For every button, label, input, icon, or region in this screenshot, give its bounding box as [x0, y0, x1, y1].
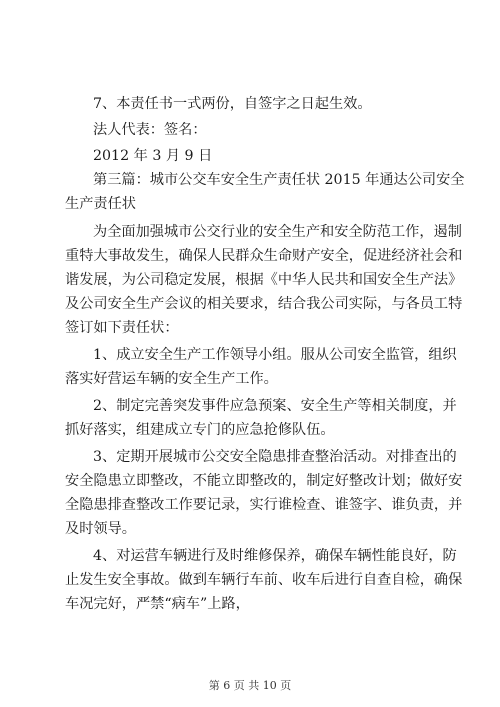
paragraph-line: 全隐患排查整改工作要记录，实行谁检查、谁签字、谁负责，并 — [65, 497, 463, 513]
section-heading-line: 第三篇：城市公交车安全生产责任状 2015 年通达公司安全 — [93, 172, 465, 188]
paragraph-line: 抓好落实，组建成立专门的应急抢修队伍。 — [65, 422, 335, 438]
paragraph-line: 落实好营运车辆的安全生产工作。 — [65, 371, 278, 387]
paragraph-line: 重特大事故发生，确保人民群众生命财产安全，促进经济社会和 — [65, 248, 463, 264]
paragraph-line: 3、定期开展城市公交安全隐患排查整治活动。对排查出的 — [93, 449, 457, 465]
paragraph-line: 2、制定完善突发事件应急预案、安全生产等相关制度，并 — [93, 398, 457, 414]
paragraph-line: 及时领导。 — [65, 521, 136, 537]
paragraph-line: 1、成立安全生产工作领导小组。服从公司安全监管，组织 — [93, 347, 457, 363]
paragraph-line: 为全面加强城市公交行业的安全生产和安全防范工作，遏制 — [93, 224, 462, 240]
paragraph-line: 车况完好，严禁“病车”上路， — [65, 596, 250, 612]
paragraph-line: 签订如下责任状： — [65, 320, 179, 336]
paragraph-line: 2012 年 3 月 9 日 — [93, 148, 213, 164]
paragraph-line: 止发生安全事故。做到车辆行车前、收车后进行自查自检，确保 — [65, 572, 463, 588]
paragraph-line: 安全隐患立即整改，不能立即整改的，制定好整改计划；做好安 — [65, 473, 463, 489]
section-heading-line: 生产责任状 — [65, 196, 136, 212]
paragraph-line: 4、对运营车辆进行及时维修保养，确保车辆性能良好，防 — [93, 548, 457, 564]
paragraph-line: 及公司安全生产会议的相关要求，结合我公司实际，与各员工特 — [65, 296, 463, 312]
paragraph-line: 谐发展，为公司稳定发展，根据《中华人民共和国安全生产法》 — [65, 272, 463, 288]
paragraph-line: 法人代表：签名： — [93, 122, 207, 138]
page-footer: 第 6 页 共 10 页 — [208, 679, 292, 692]
paragraph-line: 7、本责任书一式两份，自签字之日起生效。 — [93, 96, 372, 112]
